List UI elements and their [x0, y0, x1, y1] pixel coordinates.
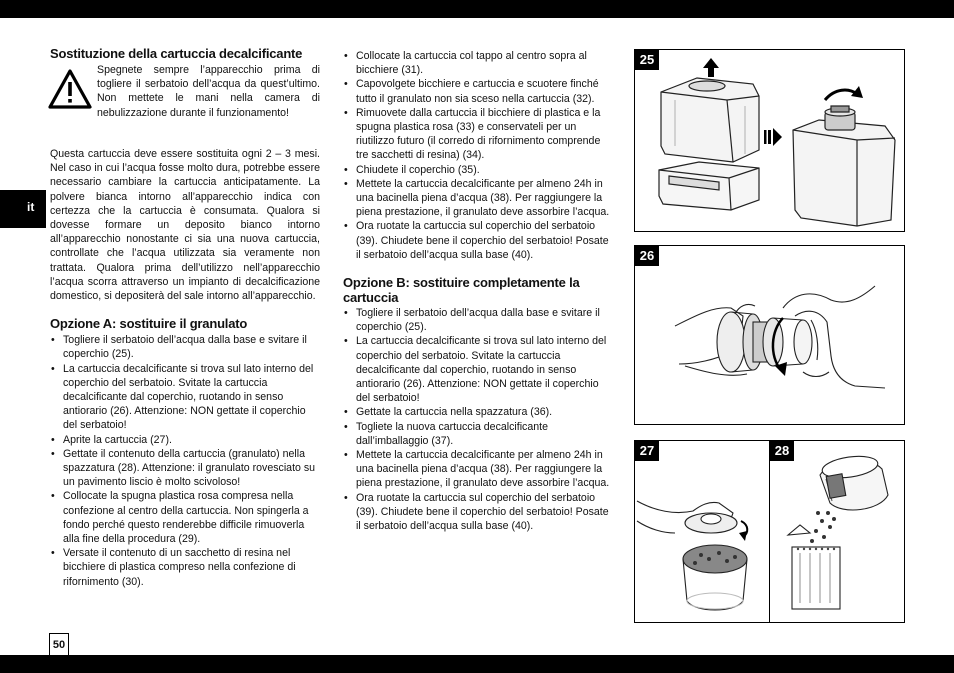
top-bar — [0, 0, 954, 18]
figure-28 — [769, 440, 905, 623]
language-tab-label: it — [27, 200, 35, 214]
tank-removal-illustration — [635, 50, 906, 233]
list-item: • Chiudete il coperchio (35). — [343, 163, 613, 177]
figure-25 — [634, 49, 905, 232]
list-item: • Gettate il contenuto della cartuccia (granulato) nella spazzatura (28). Attenzione: il granulato rovesciato su un pavimento liscio è molto scivoloso! — [50, 447, 320, 490]
list-item: • Gettate la cartuccia nella spazzatura (36). — [343, 405, 613, 419]
warning-icon — [48, 69, 92, 109]
list-item: • Aprite la cartuccia (27). — [50, 433, 320, 447]
list-item: • Collocate la spugna plastica rosa compresa nella confezione al centro della cartuccia. Non spingerla a fondo perché questo renderebbe difficile rimuoverla alla fine della procedura (29). — [50, 489, 320, 546]
granulate-disposal-illustration — [770, 441, 906, 624]
page-number: 50 — [49, 633, 69, 655]
list-item: • La cartuccia decalcificante si trova sul lato interno del coperchio del serbatoio. Svitate la cartuccia decalcificante dal coperchio, ruotando in senso antiorario (26). Attenzione: NON gettate il coperchio del serbatoio! — [50, 362, 320, 433]
list-item: • Mettete la cartuccia decalcificante per almeno 24h in una bacinella piena d’acqua (38). Per raggiungere la piena prestazione, il granulato deve assorbire l’acqua. — [343, 177, 613, 220]
option-a-heading: Opzione A: sostituire il granulato — [50, 316, 248, 332]
figure-26 — [634, 245, 905, 425]
figure-27 — [634, 440, 770, 623]
list-item: • Togliere il serbatoio dell’acqua dalla base e svitare il coperchio (25). — [50, 333, 320, 361]
warning-text: Spegnete sempre l’apparecchio prima di togliere il serbatoio dell’acqua da quest’ultimo. Non mettete le mani nella camera di nebulizzazione durante il funzionamento! — [97, 64, 320, 119]
list-item: • Mettete la cartuccia decalcificante per almeno 24h in una bacinella piena d’acqua (38). Per raggiungere la piena prestazione, il granulato deve assorbire l’acqua. — [343, 448, 613, 491]
bottom-bar — [0, 655, 954, 673]
list-item: • Togliete la nuova cartuccia decalcificante dall’imballaggio (37). — [343, 420, 613, 448]
list-item: • Collocate la cartuccia col tappo al centro sopra al bicchiere (31). — [343, 49, 613, 77]
list-item: • Rimuovete dalla cartuccia il bicchiere di plastica e la spugna plastica rosa (33) e conservateli per un riutilizzo futuro (il corredo di rifornimento comprende tre sacchetti di resina) (34). — [343, 106, 613, 163]
list-item: • Versate il contenuto di un sacchetto di resina nel bicchiere di plastica compreso nella confezione di rifornimento (30). — [50, 546, 320, 589]
column-left — [50, 46, 320, 589]
column-middle — [343, 49, 613, 533]
list-item: • Togliere il serbatoio dell’acqua dalla base e svitare il coperchio (25). — [343, 306, 613, 334]
figure-number: 27 — [635, 441, 659, 461]
option-b-list — [343, 306, 613, 533]
list-item: • Capovolgete bicchiere e cartuccia e scuotere finché tutto il granulato non sia sceso nella cartuccia (32). — [343, 77, 613, 105]
list-item: • Ora ruotate la cartuccia sul coperchio del serbatoio (39). Chiudete bene il coperchio del serbatoio! Posate il serbatoio dell’acqua sulla base (40). — [343, 491, 613, 534]
intro-paragraph: Questa cartuccia deve essere sostituita ogni 2 – 3 mesi. Nel caso in cui l’acqua fosse molto dura, potrebbe essere necessario cambiare la cartuccia anticipatamente. La polvere bianca intorno all’apparecchio indica con certezza che la cartuccia è consumata. Qualora si dovesse formare un deposito bianco intorno all’apparecchio nonostante ci sia una nuova cartuccia, controllate che l’acqua utilizzata sia veramente non trattata. Qualora prima dell’utilizzo nell’apparecchio l’acqua scorra attraverso un impianto di decalcificazione domestico, si depositerà del sale intorno all’apparecchio. — [50, 148, 320, 303]
warning-block — [50, 63, 320, 137]
option-a-list — [50, 333, 320, 589]
figure-number: 25 — [635, 50, 659, 70]
language-tab — [0, 190, 46, 228]
section-heading: Sostituzione della cartuccia decalcificante — [50, 46, 303, 61]
option-b-heading: Opzione B: sostituire completamente la cartuccia — [343, 275, 580, 306]
cartridge-open-illustration — [635, 441, 771, 624]
option-a-list-continued — [343, 49, 613, 262]
cartridge-unscrew-illustration — [635, 246, 906, 426]
figure-number: 28 — [770, 441, 794, 461]
list-item: • La cartuccia decalcificante si trova sul lato interno del coperchio del serbatoio. Svitate la cartuccia decalcificante dal coperchio, ruotando in senso antiorario (26). Attenzione: NON gettate il coperchio del serbatoio! — [343, 334, 613, 405]
list-item: • Ora ruotate la cartuccia sul coperchio del serbatoio (39). Chiudete bene il coperchio del serbatoio! Posate il serbatoio dell’acqua sulla base (40). — [343, 219, 613, 262]
figure-number: 26 — [635, 246, 659, 266]
